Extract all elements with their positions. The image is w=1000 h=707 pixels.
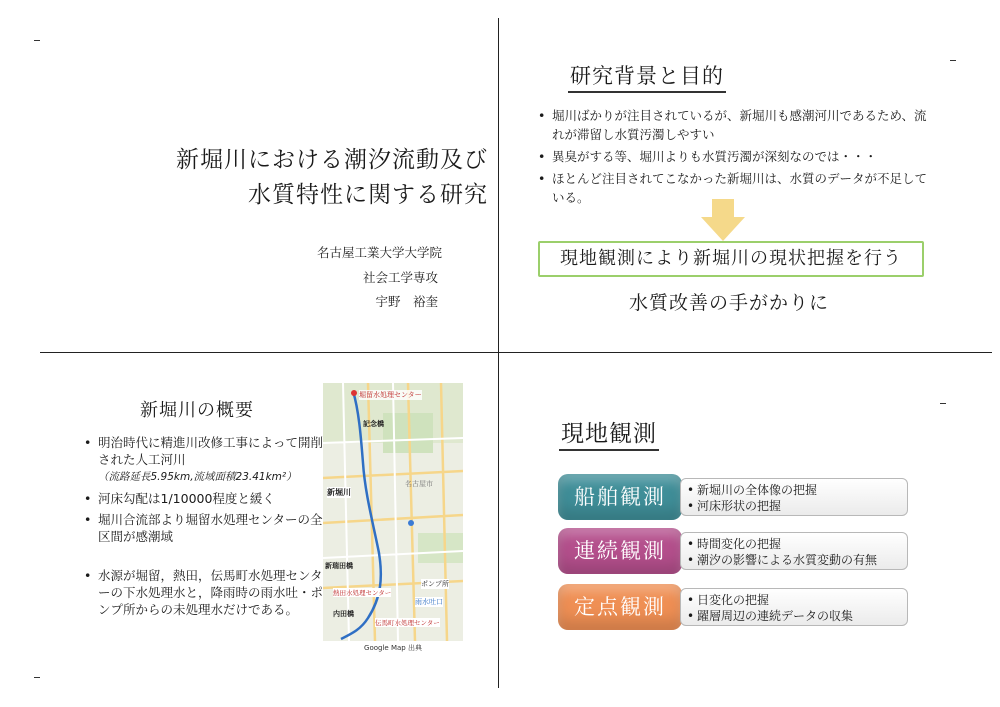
bullet-item: • 堀川ばかりが注目されているが、新堀川も感潮河川であるため、流れが滞留し水質汚濁しやすい bbox=[538, 106, 928, 144]
observation-item: • 新堀川の全体像の把握 bbox=[687, 482, 907, 498]
crop-mark bbox=[34, 677, 40, 678]
bullet-item: • 異臭がする等、堀川よりも水質汚濁が深刻なのでは・・・ bbox=[538, 147, 928, 166]
vertical-divider bbox=[498, 18, 499, 688]
affiliation: 名古屋工業大学大学院 bbox=[316, 245, 442, 260]
observation-panel bbox=[680, 588, 908, 626]
observation-item: • 日変化の把握 bbox=[687, 592, 907, 608]
title-line-2: 水質特性に関する研究 bbox=[248, 182, 488, 208]
observation-label: 船舶観測 bbox=[558, 474, 682, 520]
map-caption: Google Map 出典 bbox=[364, 644, 422, 652]
highlight-box: 現地観測により新堀川の現状把握を行う bbox=[538, 241, 924, 277]
slide-subtitle: 水質改善の手がかりに bbox=[628, 292, 829, 314]
map-label: ポンプ所 bbox=[421, 580, 449, 588]
author-name: 宇野 裕奎 bbox=[375, 294, 438, 309]
horizontal-divider bbox=[40, 352, 992, 353]
bullet-item: • 水源が堀留，熱田，伝馬町水処理センターの下水処理水と，降雨時の雨水吐・ポンプ所からの未処理水だけである。 bbox=[84, 567, 324, 618]
crop-mark bbox=[34, 40, 40, 41]
bullet-item: • 河床勾配は1/10000程度と緩く bbox=[84, 490, 324, 507]
map-label: 熱田水処理センター bbox=[333, 589, 392, 597]
observation-item: • 潮汐の影響による水質変動の有無 bbox=[687, 552, 907, 568]
map-label: 内田橋 bbox=[333, 610, 354, 618]
bullet-list bbox=[538, 106, 928, 210]
observation-label: 定点観測 bbox=[558, 584, 682, 630]
map-label: 新堀川 bbox=[327, 488, 351, 497]
presentation-title bbox=[88, 143, 488, 213]
map-label: 記念橋 bbox=[363, 420, 384, 428]
bullet-item: • ほとんど注目されてこなかった新堀川は、水質のデータが不足している。 bbox=[538, 169, 928, 207]
observation-row bbox=[558, 474, 910, 520]
title-line-1: 新堀川における潮汐流動及び bbox=[176, 147, 488, 173]
observation-item: • 躍層周辺の連続データの収集 bbox=[687, 608, 907, 624]
crop-mark bbox=[950, 60, 956, 61]
map-label: 名古屋市 bbox=[405, 480, 433, 488]
observation-item: • 河床形状の把握 bbox=[687, 498, 907, 514]
crop-mark bbox=[940, 403, 946, 404]
slide-heading: 新堀川の概要 bbox=[140, 400, 254, 421]
observation-panel bbox=[680, 532, 908, 570]
map-label: 新瑞田橋 bbox=[325, 562, 353, 570]
bullet-item: • 堀川合流部より堀留水処理センターの全区間が感潮域 bbox=[84, 511, 324, 545]
bullet-list bbox=[84, 434, 324, 622]
map-label: 堀留水処理センター bbox=[359, 391, 422, 399]
department: 社会工学専攻 bbox=[362, 270, 438, 285]
map-marker-icon bbox=[351, 390, 357, 396]
observation-label: 連続観測 bbox=[558, 528, 682, 574]
map-label: 雨水吐口 bbox=[415, 598, 443, 606]
slide-heading: 現地観測 bbox=[559, 415, 659, 451]
observation-panel bbox=[680, 478, 908, 516]
observation-row bbox=[558, 584, 910, 630]
map-label: 伝馬町水処理センター bbox=[375, 619, 440, 627]
river-map bbox=[323, 383, 463, 641]
observation-item: • 時間変化の把握 bbox=[687, 536, 907, 552]
down-arrow-icon bbox=[701, 199, 745, 241]
slide-heading: 研究背景と目的 bbox=[568, 60, 726, 93]
bullet-note: （流路延長5.95km,流域面積23.41km²） bbox=[98, 471, 297, 483]
observation-row bbox=[558, 528, 910, 574]
bullet-item: • 明治時代に精進川改修工事によって開削された人工河川 bbox=[84, 434, 324, 468]
